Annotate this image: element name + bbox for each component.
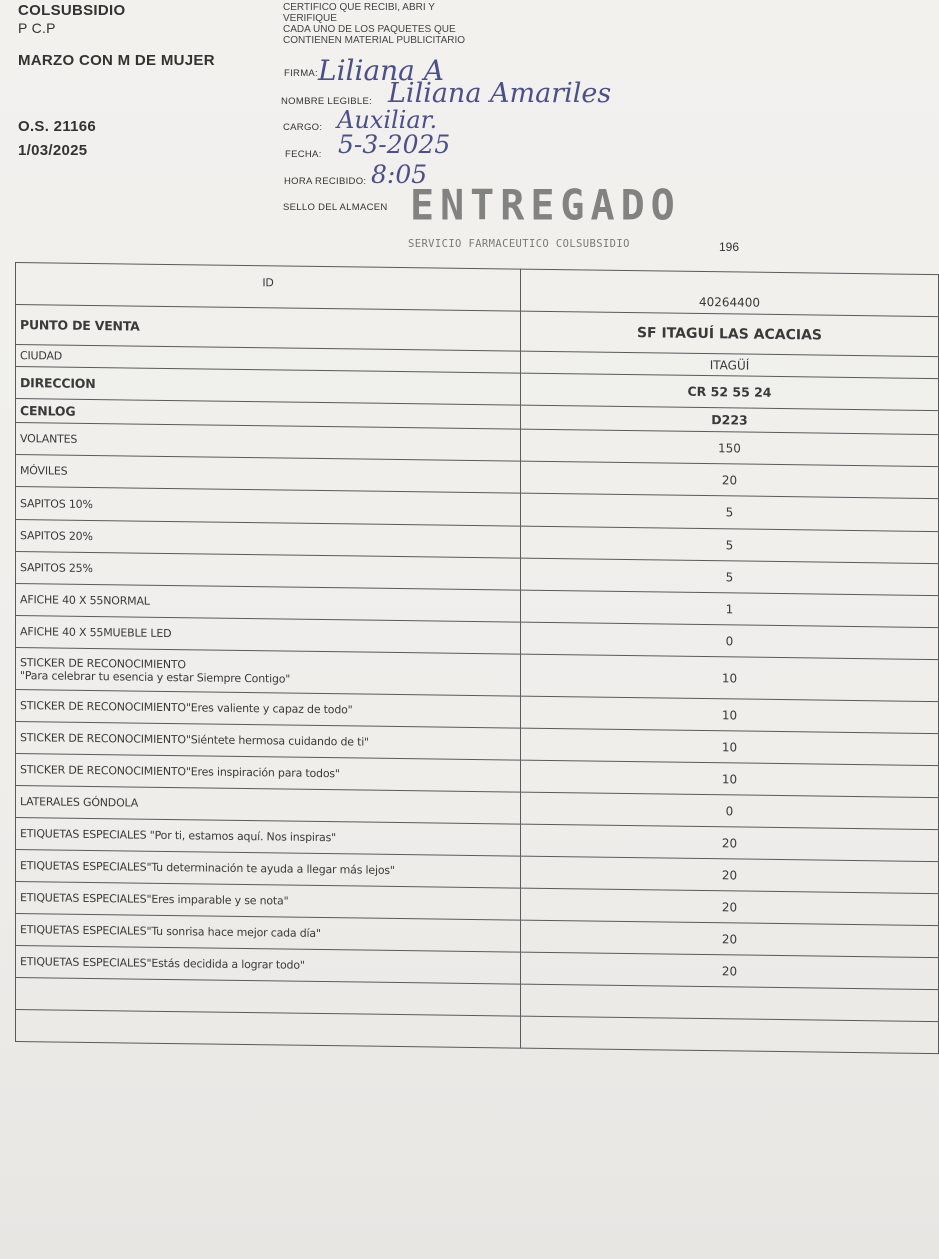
row-value: 5 [520,558,938,595]
handwritten-time: 8:05 [371,160,428,189]
row-label: SAPITOS 25% [16,552,521,591]
nombre-label: NOMBRE LEGIBLE: [281,96,373,107]
firma-label: FIRMA: [284,68,318,79]
row-value: 1 [520,590,938,627]
row-value: 20 [520,920,938,957]
row-value: 10 [520,654,938,701]
row-value: 5 [520,493,938,531]
cert-line: CADA UNO DE LOS PAQUETES QUE [283,24,456,35]
row-label: ETIQUETAS ESPECIALES"Estás decidida a lograr todo" [16,946,521,985]
row-value: 20 [520,952,938,989]
department-code: P C.P [18,20,56,36]
cert-line: VERIFIQUE [283,13,337,24]
stamp-subtitle: SERVICIO FARMACEUTICO COLSUBSIDIO [408,238,630,250]
row-label: ETIQUETAS ESPECIALES"Eres imparable y se nota" [16,882,521,921]
delivered-stamp: ENTREGADO [410,181,681,231]
row-label: AFICHE 40 X 55NORMAL [16,584,521,623]
certification-text [283,2,465,46]
document-date: 1/03/2025 [18,142,88,159]
handwritten-role: Auxiliar. [337,106,438,134]
row-label: ETIQUETAS ESPECIALES "Por ti, estamos aquí. Nos inspiras" [16,818,521,857]
cert-line: CERTIFICO QUE RECIBI, ABRI Y [283,2,435,13]
row-label: SAPITOS 20% [16,520,521,559]
row-value: 20 [520,461,938,498]
row-value: 5 [520,526,938,563]
row-label: LATERALES GÓNDOLA [16,786,521,825]
page-number: 196 [719,240,740,254]
row-label: VOLANTES [16,423,521,462]
row-value: 10 [520,760,938,797]
row-label-line: STICKER DE RECONOCIMIENTO [20,655,186,671]
row-value: 0 [520,792,938,829]
material-table [15,262,939,1054]
empty-cell [520,1016,938,1053]
row-label: SAPITOS 10% [16,487,521,527]
row-value: 0 [520,622,938,659]
row-label: CENLOG [16,399,521,430]
fecha-label: FECHA: [285,149,322,160]
row-label: STICKER DE RECONOCIMIENTO"Siéntete hermosa cuidando de ti" [16,722,521,761]
hora-label: HORA RECIBIDO: [284,176,367,187]
row-value: 10 [520,728,938,765]
row-value: ITAGÜÍ [520,351,938,378]
handwritten-date: 5-3-2025 [338,130,451,159]
order-number: O.S. 21166 [18,118,97,135]
row-value: 10 [520,696,938,733]
row-label: ETIQUETAS ESPECIALES"Tu sonrisa hace mejor cada día" [16,914,521,953]
row-label: CIUDAD [16,345,521,374]
row-label: ID [16,263,521,312]
row-label: ETIQUETAS ESPECIALES"Tu determinación te ayuda a llegar más lejos" [16,850,521,889]
cargo-label: CARGO: [283,122,323,133]
handwritten-name: Liliana Amariles [388,78,612,109]
empty-cell [16,1010,521,1049]
row-label: DIRECCION [16,367,521,406]
row-value: 20 [520,888,938,925]
handwritten-signature: Liliana A [318,54,444,87]
row-label: AFICHE 40 X 55MUEBLE LED [16,616,521,655]
row-value: D223 [520,405,938,434]
company-name: COLSUBSIDIO [18,2,126,19]
row-label: PUNTO DE VENTA [16,305,521,352]
row-value: 150 [520,429,938,466]
cert-line: CONTIENEN MATERIAL PUBLICITARIO [283,35,466,46]
row-value: 20 [520,856,938,893]
row-value: CR 52 55 24 [520,373,938,410]
row-label: STICKER DE RECONOCIMIENTO"Eres inspiración para todos" [16,754,521,793]
row-label [16,648,521,697]
row-value: 20 [520,824,938,861]
row-label: MÓVILES [16,455,521,494]
sello-label: SELLO DEL ALMACEN [283,202,388,213]
row-label: STICKER DE RECONOCIMIENTO"Eres valiente y capaz de todo" [16,690,521,729]
row-value: 40264400 [520,269,938,316]
campaign-title: MARZO CON M DE MUJER [18,52,215,69]
row-label-line: "Para celebrar tu esencia y estar Siempre Contigo" [20,668,291,686]
row-value: SF ITAGUÍ LAS ACACIAS [520,311,938,356]
